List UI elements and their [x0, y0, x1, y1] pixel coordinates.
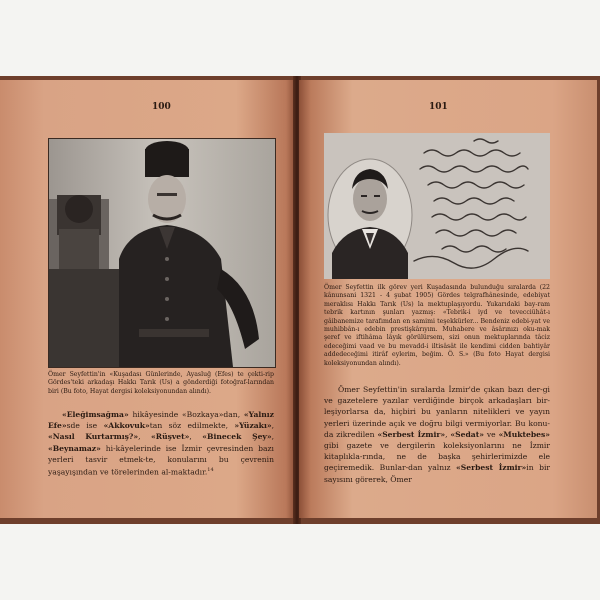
page-number-right: 101	[429, 102, 448, 112]
footnote-mark: 14	[207, 467, 214, 474]
text-run: ,	[271, 432, 274, 442]
text-run: ve	[483, 429, 499, 439]
text-run: gibi gazete ve dergilerin koleksiyonlarını ne İzmir kitaplıkla-rında, ne de başka şehirlerimizde ele geçiremedik. Bunlar-dan yalnız	[324, 441, 550, 473]
bold-title: «Beynamaz»	[48, 443, 101, 453]
left-page	[0, 80, 295, 518]
open-book	[0, 76, 600, 524]
text-run: hi-kâyelerinde ise İzmir çevresinden bazı yerleri tasvir etmek-te, konularını bu çevrenin yaşayışından ve törelerinden al-maktadır.	[48, 443, 274, 477]
text-run: hikâyesinde «Bozkaya»dan,	[128, 410, 244, 419]
text-run: sde ise	[66, 421, 104, 431]
page-number-left: 100	[152, 102, 171, 112]
body-paragraph-right	[324, 384, 550, 485]
right-page	[299, 80, 597, 518]
bold-title: «Serbest İzmir»	[377, 429, 446, 439]
text-run: tan söz edilmekte,	[149, 421, 235, 431]
text-run: ,	[189, 432, 203, 442]
bold-title: «Nasıl Kurtarmış?»	[48, 432, 139, 442]
bold-title: «Eleğimsağma»	[62, 410, 129, 419]
bold-title: «Sedat»	[450, 429, 484, 439]
text-run: ,	[138, 432, 152, 442]
text-run: ,	[271, 421, 274, 431]
bold-title: «Akkovuk»	[103, 421, 150, 431]
text-run: in bir sayısını görerek, Ömer	[324, 463, 550, 484]
bold-title: »Yüzakı»	[234, 421, 272, 431]
bold-title: «Binecek Şey»	[202, 432, 272, 442]
text-run: Ömer Seyfettin'in sıralarda İzmir'de çıkan bazı der-gi ve gazetelere yazılar verdiğinde birçok arkadaşları bir-leşiyorlarsa da, hiçbiri bu yanların nitelikleri ve yayın yerleri üzerinde açık ve doğru bilgi vermiyorlar. Bu konu-da zikredilen	[324, 385, 550, 439]
bold-title: «Serbest İzmir»	[456, 463, 527, 473]
bold-title: «Rüşvet»	[151, 432, 190, 442]
bold-title: «Muktebes»	[498, 429, 550, 439]
photo-caption-left: Ömer Seyfettin'in «Kuşadası Günlerinde, Ayasluğ (Efes) te çekti-rip Gördes'teki arkadaşı Hakkı Tarık (Us) a gönderdiği fotoğraf-larından biri (Bu foto, Hayat dergisi koleksiyonundan alındı).	[48, 371, 274, 395]
greeting-card-photo	[324, 133, 550, 279]
portrait-photo-soldier	[48, 138, 276, 368]
text-run: ,	[445, 429, 451, 439]
photo-caption-right: Ömer Seyfettin ilk görev yeri Kuşadasında bulunduğu sıralarda (22 kânunsani 1321 - 4 şubat 1905) Gördes telgrafhânesinde, edebiyat meraklısı Hakkı Tarık (Us) la mektuplaşıyordu. Yukarıdaki bay-ram tebrik kartının şunları yazmış: «Tebrik-i iyd ve tevecciühât-ı gâibanemize tarafımdan en samimi teşekkürler... Bendeniz edebi-yat ve muhibbân-ı edebin prestişkârıyım. Muhabere ve âsârınızı oku-mak şeref ve iftihâma lâyık görülürsem, sizi onun mektuplarında tâciz edeceğimi vaad ve bu mevadd-i iltisâsât ile kendimi cidden bahtiyâr addedeceğimi itirâf eylerim, beğim. Ö. S.» (Bu foto Hayat dergisi koleksiyonundan alındı).	[324, 284, 550, 367]
bold-title: «Yalnız Efe»	[48, 410, 274, 431]
body-paragraph-left	[48, 409, 274, 478]
